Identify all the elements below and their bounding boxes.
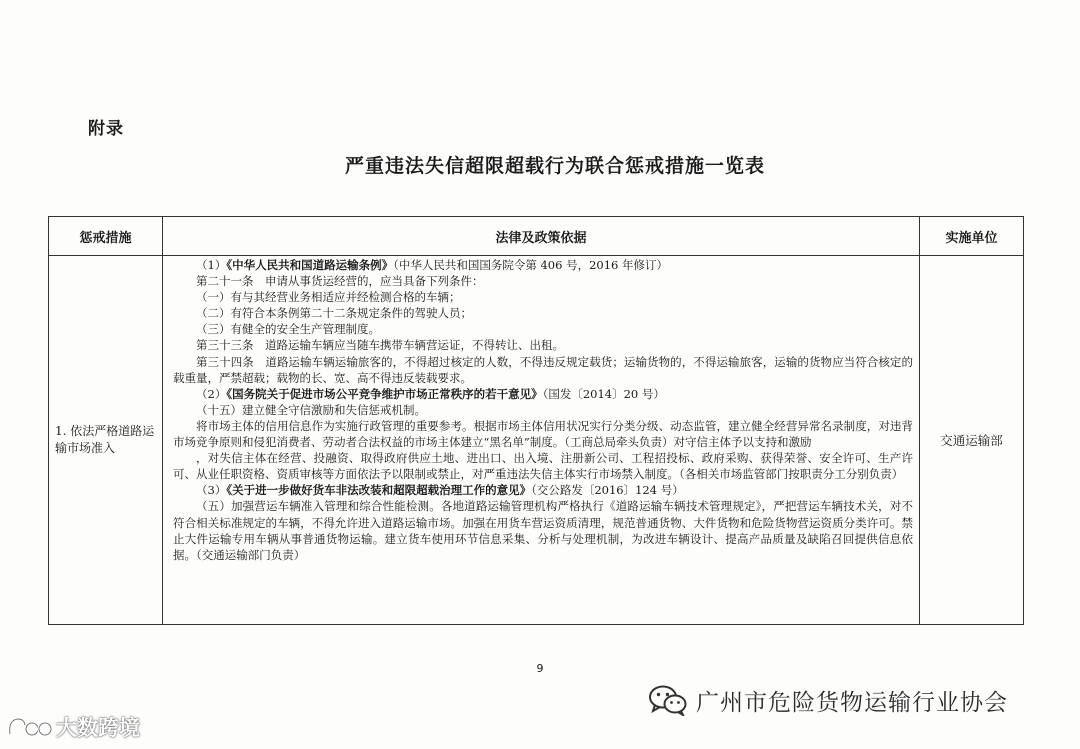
basis-cell — [163, 256, 920, 625]
basis-line: ，对失信主体在经营、投融资、取得政府供应土地、进出口、出入境、注册新公司、工程招投标、政府采购、获得荣誉、安全许可、生产许可、从业任职资格、资质审核等方面依法予以限制或禁止，对严重违法失信主体实行市场禁入制度。（各相关市场监管部门按职责分工分别负责） — [173, 451, 913, 482]
heading-number: （1） — [196, 258, 227, 272]
unit-cell: 交通运输部 — [920, 256, 1024, 625]
heading-note: （交公路发〔2016〕124 号） — [531, 483, 684, 498]
basis-heading-2 — [173, 386, 913, 402]
heading-note: （国发〔2014〕20 号） — [542, 386, 665, 401]
page-title: 严重违法失信超限超载行为联合惩戒措施一览表 — [344, 155, 765, 177]
header-unit: 实施单位 — [920, 217, 1024, 256]
measure-cell: 1. 依法严格道路运输市场准入 — [49, 256, 163, 625]
basis-line: （十五）建立健全守信激励和失信惩戒机制。 — [196, 402, 426, 417]
table-header-row — [49, 217, 1024, 256]
brand-logo-icon — [6, 714, 52, 740]
heading-note: （中华人民共和国国务院令第 406 号，2016 年修订） — [393, 258, 669, 272]
basis-line: 第二十一条 申请从事货运经营的，应当具备下列条件： — [196, 274, 484, 289]
header-basis: 法律及政策依据 — [163, 217, 920, 256]
watermark-text: 广州市危险货物运输行业协会 — [696, 689, 1008, 716]
basis-line: （三）有健全的安全生产管理制度。 — [196, 322, 380, 337]
basis-line: （二）有符合本条例第二十二条规定条件的驾驶人员； — [196, 306, 472, 321]
basis-heading-1 — [173, 257, 913, 273]
appendix-label: 附录 — [88, 119, 124, 139]
watermark-text: 大数跨境 — [56, 716, 140, 740]
basis-heading-3 — [173, 482, 913, 498]
watermark-wechat — [648, 683, 1008, 717]
heading-title: 《关于进一步做好货车非法改装和超限超载治理工作的意见》 — [226, 483, 532, 498]
basis-line: （五）加强营运车辆准入管理和综合性能检测。各地道路运输管理机构严格执行《道路运输车辆技术管理规定》，严把营运车辆技术关，对不符合相关标准规定的车辆，不得允许进入道路运输市场。加强在用货车营运资质清理，规范普通货物、大件货物和危险货物营运资质分类许可。禁止大件运输专用车辆从事普通货物运输。建立货车使用环节信息采集、分析与处理机制，为改进车辆设计、提高产品质量及缺陷召回提供信息依据。（交通运输部门负责） — [173, 499, 913, 562]
heading-title: 《国务院关于促进市场公平竞争维护市场正常秩序的若干意见》 — [226, 386, 543, 401]
heading-number: （3） — [196, 483, 227, 498]
heading-number: （2） — [196, 386, 227, 401]
basis-line: 将市场主体的信用信息作为实施行政管理的重要参考。根据市场主体信用状况实行分类分级、动态监管，建立健全经营异常名录制度，对违背市场竞争原则和侵犯消费者、劳动者合法权益的市场主体建立“黑名单”制度。（工商总局牵头负责）对守信主体予以支持和激励 — [173, 418, 913, 450]
table-row — [49, 256, 1024, 625]
measures-table — [48, 216, 1024, 625]
basis-line: 第三十三条 道路运输车辆应当随车携带车辆营运证，不得转让、出租。 — [196, 338, 564, 353]
page-number: 9 — [536, 662, 544, 675]
basis-line: （一）有与其经营业务相适应并经检测合格的车辆； — [196, 290, 461, 305]
heading-title: 《中华人民共和国道路运输条例》 — [226, 258, 394, 272]
watermark-brand — [6, 712, 140, 742]
basis-line: 第三十四条 道路运输车辆运输旅客的，不得超过核定的人数，不得违反规定载货；运输货物的，不得运输旅客，运输的货物应当符合核定的载重量，严禁超载；载物的长、宽、高不得违反装载要求。 — [173, 354, 913, 385]
header-measure: 惩戒措施 — [49, 217, 163, 256]
wechat-icon — [648, 684, 688, 716]
